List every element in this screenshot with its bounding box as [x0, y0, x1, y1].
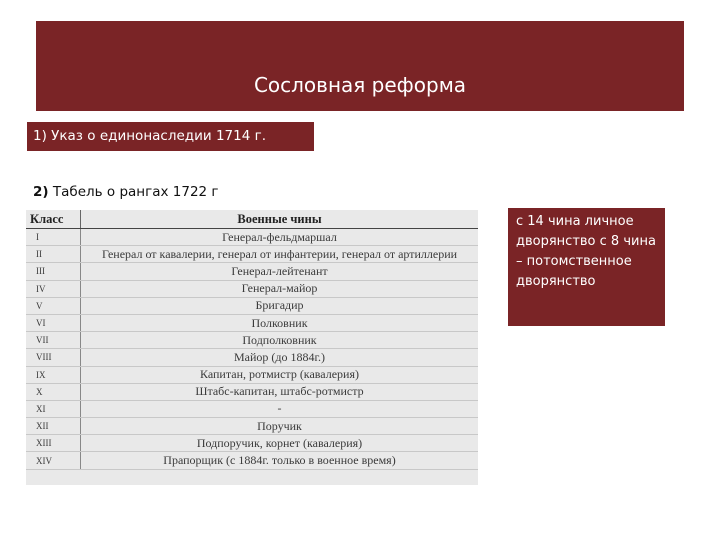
rank-table-image	[26, 210, 478, 485]
class-cell: VIII	[26, 349, 81, 366]
rank-cell: -	[81, 400, 479, 417]
table-row	[26, 263, 478, 280]
class-cell: XI	[26, 400, 81, 417]
slide-title: Сословная реформа	[253, 73, 467, 97]
table-row	[26, 435, 478, 452]
class-cell: II	[26, 246, 81, 263]
rank-cell: Поручик	[81, 418, 479, 435]
class-cell: IV	[26, 280, 81, 297]
table-row	[26, 314, 478, 331]
point-2-number: 2)	[33, 184, 49, 200]
class-cell: IX	[26, 366, 81, 383]
point-2-label: Табель о рангах 1722 г	[48, 184, 219, 200]
rank-cell: Бригадир	[81, 297, 479, 314]
rank-cell: Майор (до 1884г.)	[81, 349, 479, 366]
rank-cell: Полковник	[81, 314, 479, 331]
rank-cell: Прапорщик (с 1884г. только в военное время)	[81, 452, 479, 469]
table-row	[26, 418, 478, 435]
table-row	[26, 400, 478, 417]
class-cell: XII	[26, 418, 81, 435]
table-row	[26, 280, 478, 297]
class-cell: XIV	[26, 452, 81, 469]
header-ranks: Военные чины	[81, 210, 479, 229]
table-row	[26, 366, 478, 383]
class-cell: VII	[26, 332, 81, 349]
class-cell: III	[26, 263, 81, 280]
point-2-text	[33, 184, 219, 200]
table-row	[26, 349, 478, 366]
rank-cell: Генерал-лейтенант	[81, 263, 479, 280]
class-cell: VI	[26, 314, 81, 331]
rank-cell: Генерал-майор	[81, 280, 479, 297]
table-row	[26, 452, 478, 469]
table-row	[26, 332, 478, 349]
table-row	[26, 229, 478, 246]
class-cell: XIII	[26, 435, 81, 452]
rank-cell: Капитан, ротмистр (кавалерия)	[81, 366, 479, 383]
rank-cell: Подпоручик, корнет (кавалерия)	[81, 435, 479, 452]
rank-table	[26, 210, 478, 470]
rank-cell: Подполковник	[81, 332, 479, 349]
header-class: Класс	[26, 210, 81, 229]
class-cell: V	[26, 297, 81, 314]
table-row	[26, 383, 478, 400]
rank-cell: Штабс-капитан, штабс-ротмистр	[81, 383, 479, 400]
class-cell: X	[26, 383, 81, 400]
class-cell: I	[26, 229, 81, 246]
table-header-row	[26, 210, 478, 229]
table-row	[26, 246, 478, 263]
table-row	[26, 297, 478, 314]
point-1-box: 1) Указ о единонаследии 1714 г.	[27, 122, 314, 151]
rank-cell: Генерал-фельдмаршал	[81, 229, 479, 246]
rank-cell: Генерал от кавалерии, генерал от инфантерии, генерал от артиллерии	[81, 246, 479, 263]
title-banner	[36, 21, 684, 111]
note-box: с 14 чина личное дворянство с 8 чина – потомственное дворянство	[508, 208, 665, 326]
